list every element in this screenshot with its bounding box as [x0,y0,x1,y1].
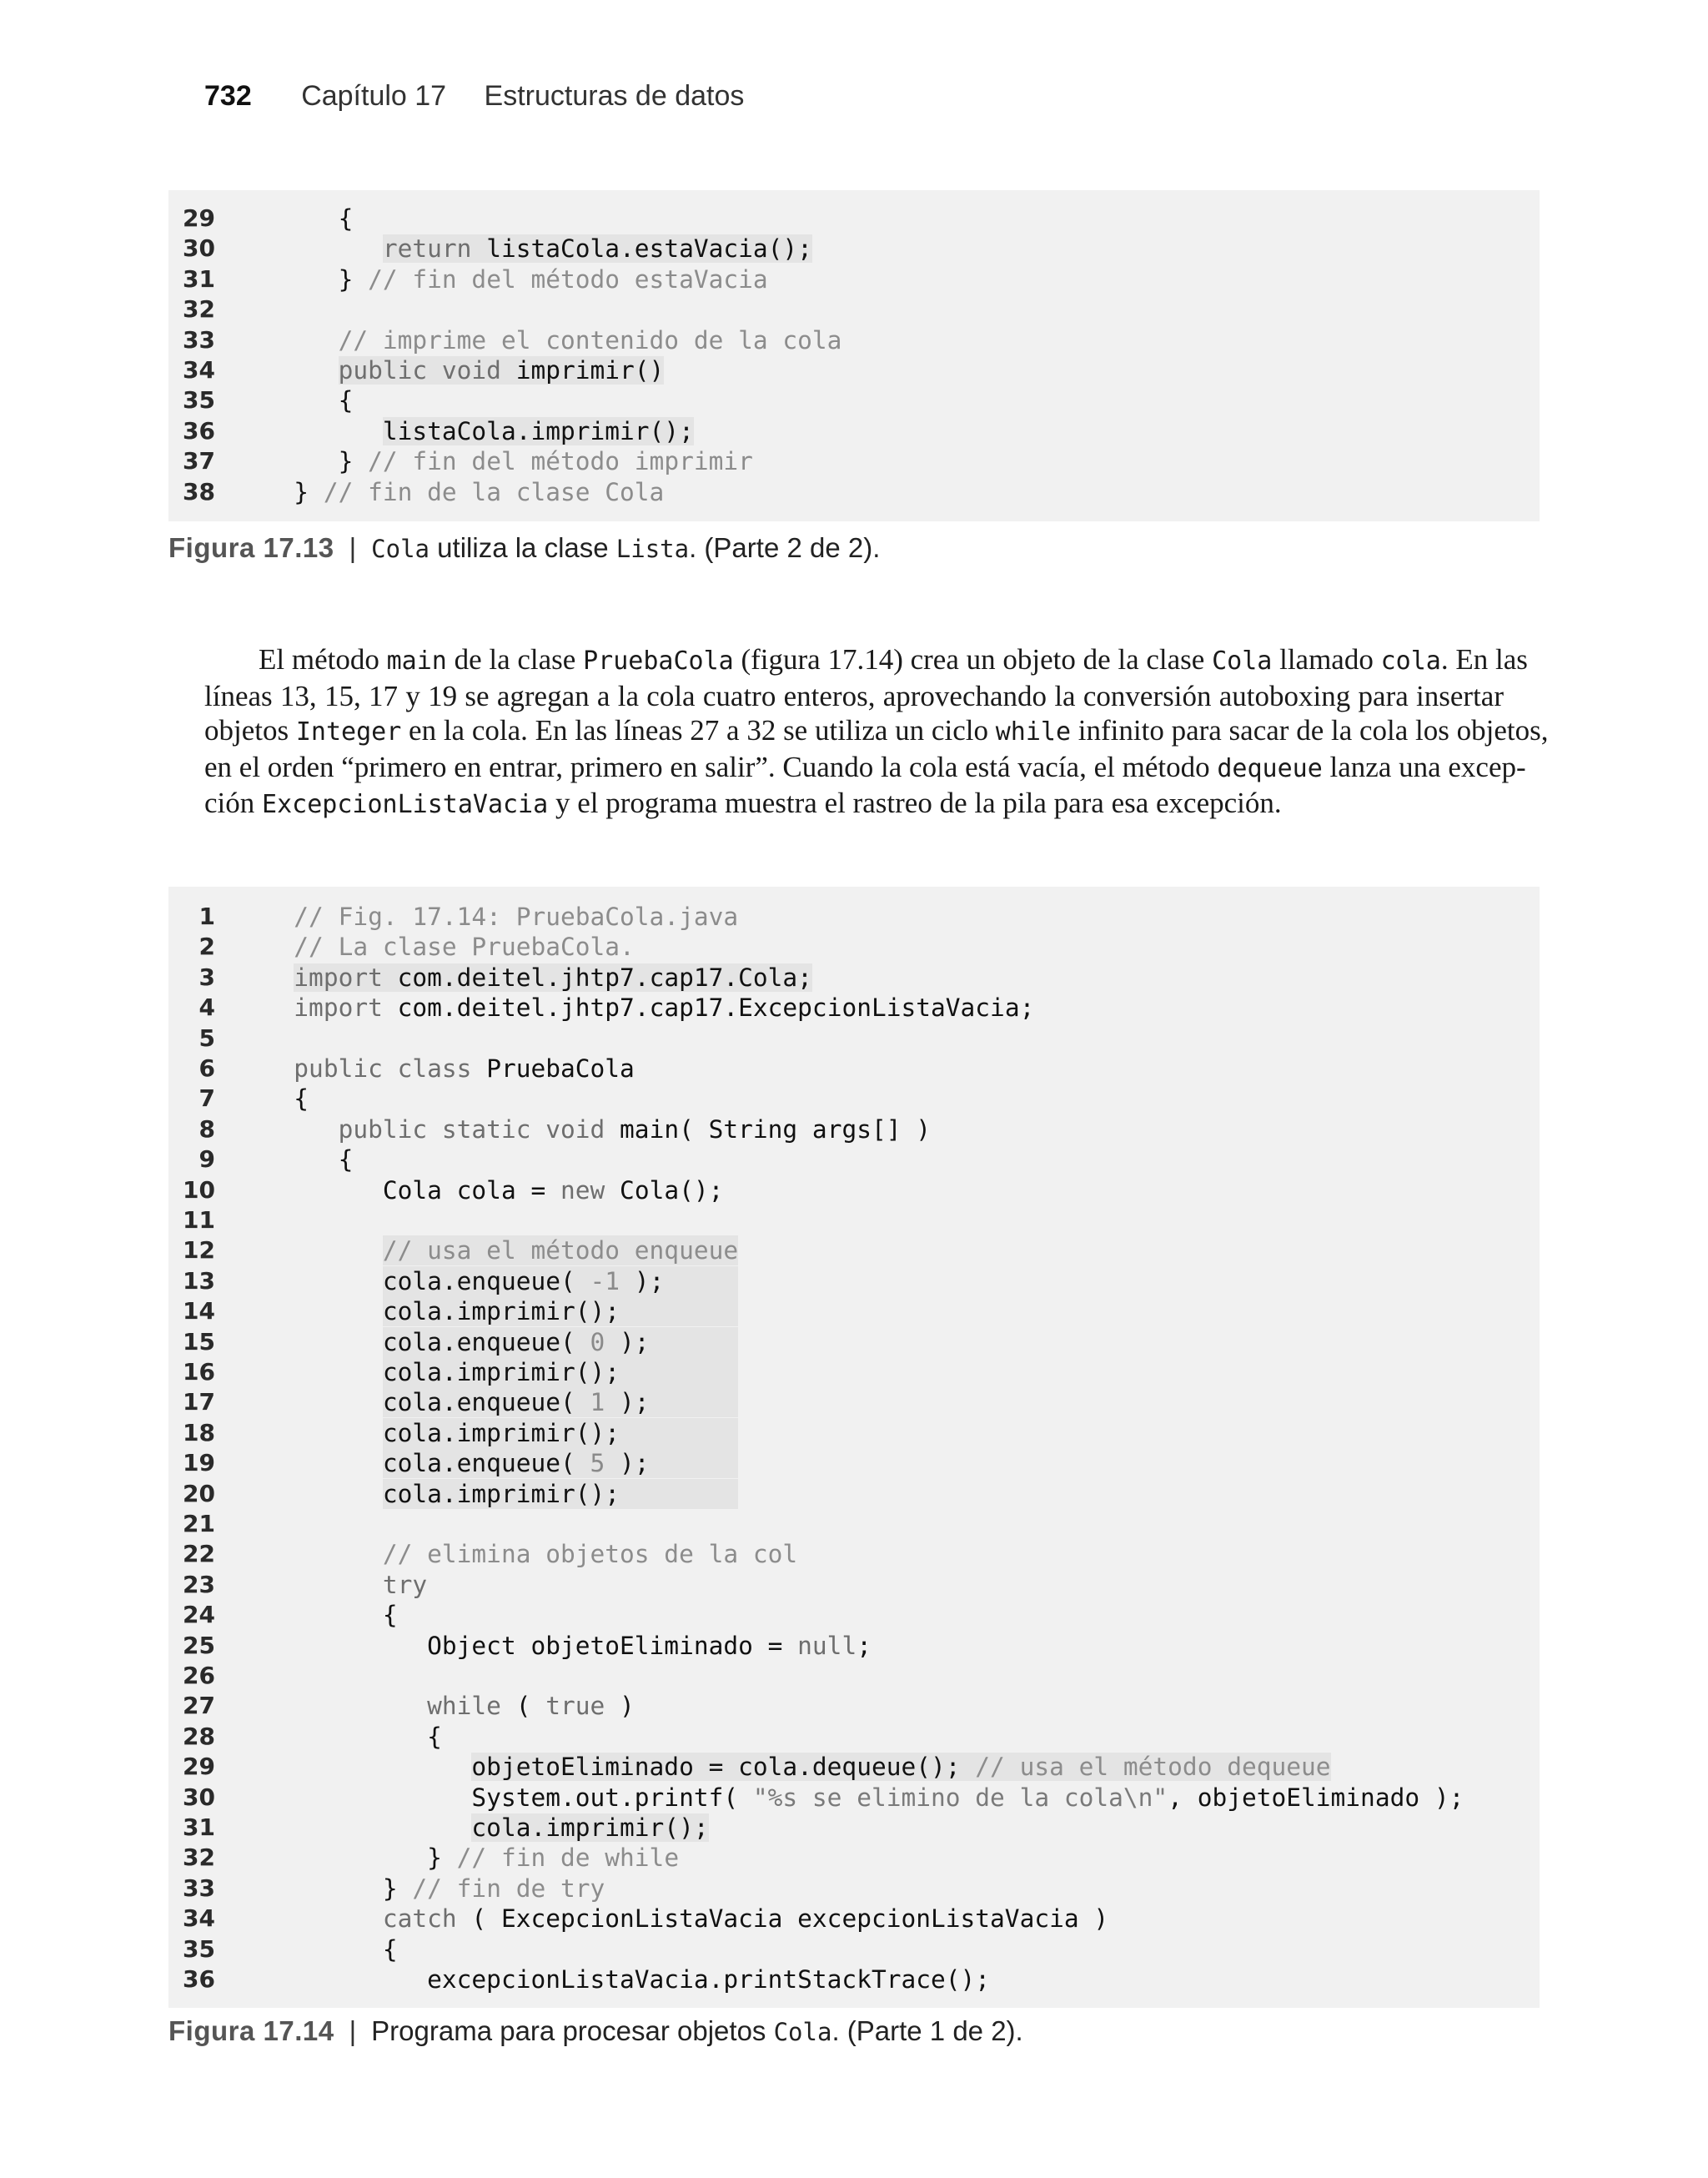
code-line [168,1661,1540,1691]
code-text [249,416,694,446]
highlighted-code: cola.enqueue( -1 ); [383,1266,738,1296]
code-line [168,1448,1540,1478]
figure-caption-17-14 [168,2015,1023,2047]
code-text [249,932,635,962]
code-line [168,1418,1540,1448]
highlighted-code: cola.enqueue( 1 ); [383,1387,738,1417]
caption-code: Cola [773,2018,832,2046]
line-number: 32 [183,295,215,324]
code-text [249,1813,709,1843]
code-text [249,1357,738,1387]
code-segment: // Fig. 17.14: PruebaCola.java [294,903,739,931]
line-number: 24 [183,1601,215,1629]
paragraph-line [204,750,1526,787]
code-text [249,446,753,476]
line-number: 13 [183,1266,215,1295]
code-text [249,1843,679,1873]
code-segment: { [338,1145,354,1175]
code-line [168,1904,1540,1934]
highlighted-code: objetoEliminado = cola.dequeue(); // usa el método dequeue [471,1753,1331,1782]
line-number: 5 [198,1024,215,1052]
line-number: 27 [183,1692,215,1720]
code-line [168,1570,1540,1600]
line-number: 6 [198,1054,215,1082]
page-number: 732 [204,80,252,112]
line-number: 35 [183,386,215,415]
highlighted-code: cola.imprimir(); [471,1813,709,1842]
code-line [168,325,1540,355]
line-number: 16 [183,1358,215,1386]
highlighted-code: cola.imprimir(); [383,1357,738,1387]
code-line [168,1175,1540,1205]
line-number: 21 [183,1510,215,1537]
paragraph-line [204,642,1528,679]
line-number: 1 [198,903,215,930]
code-segment: { [338,204,354,233]
code-line [168,385,1540,415]
line-number: 36 [183,416,215,445]
figure-label: Figura 17.13 [168,532,334,563]
line-number: 29 [183,1753,215,1781]
code-segment: { [382,1601,398,1630]
running-head [204,80,744,113]
code-text [249,204,353,234]
line-number: 38 [183,477,215,506]
caption-text: utiliza la clase [430,532,616,563]
line-number: 7 [198,1084,215,1113]
code-line [168,477,1540,507]
code-text [249,1964,990,1994]
code-line [168,1296,1540,1326]
code-text [249,1691,635,1721]
code-segment: Object objetoEliminado = null; [427,1631,872,1660]
highlighted-code: public void imprimir() [338,356,665,385]
line-number: 33 [183,1874,215,1902]
caption-separator: | [349,532,357,563]
line-number: 36 [183,1965,215,1993]
code-segment: } // fin de try [382,1874,605,1903]
paragraph-line [204,679,1504,714]
line-number: 23 [183,1570,215,1598]
code-line [168,932,1540,962]
code-text [249,1539,797,1569]
line-number: 14 [183,1297,215,1325]
code-text [249,1631,872,1661]
line-number: 12 [183,1236,215,1265]
line-number: 28 [183,1722,215,1750]
code-segment: excepcionListaVacia.printStackTrace(); [427,1965,991,1994]
code-text [249,993,1034,1023]
line-number: 17 [183,1388,215,1416]
code-line [168,1964,1540,1994]
code-line [168,446,1540,476]
highlighted-code: cola.enqueue( 5 ); [383,1448,738,1478]
code-segment: } // fin del método imprimir [338,447,753,476]
caption-code: Cola [371,535,430,563]
code-text [249,325,841,355]
code-text [249,385,353,415]
chapter-label: Capítulo 17 [301,80,447,112]
inline-code: cola [1380,646,1441,676]
code-line [168,1752,1540,1782]
code-text [249,1783,1464,1813]
code-line [168,1327,1540,1357]
code-segment: public class PruebaCola [294,1054,635,1083]
line-number: 25 [183,1631,215,1659]
line-number: 31 [183,264,215,293]
code-line [168,1357,1540,1387]
code-line [168,1266,1540,1296]
line-number: 30 [183,1783,215,1811]
code-line [168,1114,1540,1144]
caption-tail: . (Parte 1 de 2). [831,2015,1023,2046]
code-text [249,1084,309,1114]
code-text [249,1144,353,1175]
code-text [249,902,738,932]
code-line [168,204,1540,234]
highlighted-code: cola.imprimir(); [383,1296,738,1326]
code-line [168,416,1540,446]
code-segment: catch ( ExcepcionListaVacia excepcionListaVacia ) [382,1904,1109,1934]
code-segment: } // fin de la clase Cola [294,477,665,506]
code-text [249,355,664,385]
line-number: 34 [183,356,215,384]
code-segment: Cola cola = new Cola(); [382,1175,724,1205]
highlighted-code: cola.imprimir(); [383,1479,738,1509]
code-listing-fig-17-13 [168,190,1540,521]
code-line [168,1813,1540,1843]
line-number: 33 [183,325,215,354]
code-text [249,1934,398,1964]
code-text [249,264,768,294]
code-line [168,1509,1540,1539]
text-run: en la cola. En las líneas 27 a 32 se utiliza un ciclo [401,714,996,747]
code-line [168,1479,1540,1509]
line-number: 26 [183,1662,215,1689]
line-number: 31 [183,1813,215,1841]
code-text [249,963,812,993]
highlighted-code: import com.deitel.jhtp7.cap17.Cola; [294,963,812,992]
code-line [168,355,1540,385]
code-segment: public static void main( String args[] ) [338,1114,932,1144]
paragraph-line [204,786,1504,822]
code-segment: // elimina objetos de la col [382,1540,798,1569]
inline-code: PruebaCola [583,646,734,676]
inline-code: dequeue [1217,753,1323,783]
line-number: 18 [183,1418,215,1446]
highlighted-code: cola.imprimir(); [383,1418,738,1448]
line-number: 30 [183,234,215,263]
highlighted-code: // usa el método enqueue [382,1236,739,1265]
line-number: 35 [183,1934,215,1963]
figure-label: Figura 17.14 [168,2015,334,2046]
code-line [168,963,1540,993]
code-text [249,1175,723,1205]
line-number: 20 [183,1479,215,1507]
text-run: infinito para sacar de la cola los objetos, [1071,714,1549,747]
line-number: 37 [183,447,215,475]
code-line [168,1874,1540,1904]
code-line [168,234,1540,264]
caption-text: Programa para procesar objetos [371,2015,774,2046]
inline-code: Cola [1212,646,1273,676]
text-run: de la clase [446,643,584,676]
line-number: 4 [198,993,215,1022]
code-segment: try [382,1570,428,1599]
code-segment: // La clase PruebaCola. [294,933,635,962]
line-number: 32 [183,1844,215,1872]
code-line [168,1934,1540,1964]
line-number: 34 [183,1904,215,1933]
text-run: ción [204,787,263,819]
highlighted-code: return listaCola.estaVacia(); [382,234,812,264]
text-run: líneas 13, 15, 17 y 19 se agregan a la cola cuatro enteros, aprovechando la conversión autoboxing para insertar [204,679,1504,712]
code-line [168,1235,1540,1265]
text-run: El método [259,643,387,676]
code-text [249,477,664,507]
line-number: 10 [183,1175,215,1204]
inline-code: Integer [295,717,402,747]
caption-tail: . (Parte 2 de 2). [689,532,881,563]
code-text [249,1448,738,1478]
code-line [168,1631,1540,1661]
caption-separator: | [349,2015,357,2046]
code-text [249,1296,738,1326]
text-run: y el programa muestra el rastreo de la pila para esa excepción. [548,787,1282,819]
code-segment: // imprime el contenido de la cola [338,325,842,355]
figure-caption-17-13 [168,532,880,564]
code-text [249,1570,427,1600]
line-number: 8 [198,1114,215,1143]
code-segment: { [427,1722,442,1751]
code-segment: { [382,1934,398,1964]
chapter-title: Estructuras de datos [484,80,745,112]
code-line [168,1843,1540,1873]
code-segment: while ( true ) [427,1692,635,1721]
code-line [168,1691,1540,1721]
inline-code: ExcepcionListaVacia [262,790,549,819]
code-line [168,1024,1540,1054]
code-line [168,264,1540,294]
inline-code: while [995,717,1072,747]
code-line [168,294,1540,324]
line-number: 19 [183,1449,215,1477]
text-run: en el orden “primero en entrar, primero en salir”. Cuando la cola está vacía, el método [204,750,1218,783]
code-text [249,1752,1331,1782]
code-line [168,1084,1540,1114]
code-line [168,1600,1540,1630]
line-number: 11 [183,1206,215,1234]
code-text [249,234,812,264]
code-text [249,1600,398,1630]
code-line [168,1205,1540,1235]
line-number: 29 [183,204,215,232]
code-text [249,1387,738,1417]
code-line [168,1539,1540,1569]
text-run: (figura 17.14) crea un objeto de la clase [733,643,1213,676]
code-segment: { [338,386,354,415]
code-text [249,1874,605,1904]
line-number: 9 [198,1145,215,1174]
highlighted-code: listaCola.imprimir(); [382,416,694,445]
text-run: llamado [1272,643,1381,676]
code-text [249,1904,1108,1934]
highlighted-code: cola.enqueue( 0 ); [383,1327,738,1357]
code-line [168,1722,1540,1752]
code-segment: } // fin del método estaVacia [338,264,768,294]
code-text [249,1114,931,1144]
code-line [168,902,1540,932]
code-text [249,1479,738,1509]
caption-code-2: Lista [615,535,690,563]
code-segment: } // fin de while [427,1844,680,1873]
code-text [249,1266,738,1296]
code-line [168,1054,1540,1084]
code-text [249,1722,442,1752]
line-number: 3 [198,963,215,991]
paragraph-line [204,713,1549,750]
code-text [249,1235,738,1265]
code-listing-fig-17-14 [168,887,1540,2008]
code-segment: System.out.printf( "%s se elimino de la cola\n", objetoEliminado ); [471,1783,1464,1812]
code-text [249,1327,738,1357]
text-run: . En las [1440,643,1528,676]
text-run: lanza una excep- [1322,750,1526,783]
code-segment: import com.deitel.jhtp7.cap17.ExcepcionListaVacia; [294,993,1035,1023]
code-segment: { [294,1084,309,1114]
code-text [249,1054,635,1084]
line-number: 2 [198,933,215,961]
code-line [168,993,1540,1023]
body-paragraph [204,642,1549,822]
text-run: objetos [204,714,296,747]
inline-code: main [386,646,447,676]
line-number: 15 [183,1327,215,1356]
code-line [168,1144,1540,1175]
code-text [249,1418,738,1448]
code-line [168,1387,1540,1417]
code-line [168,1783,1540,1813]
line-number: 22 [183,1540,215,1568]
